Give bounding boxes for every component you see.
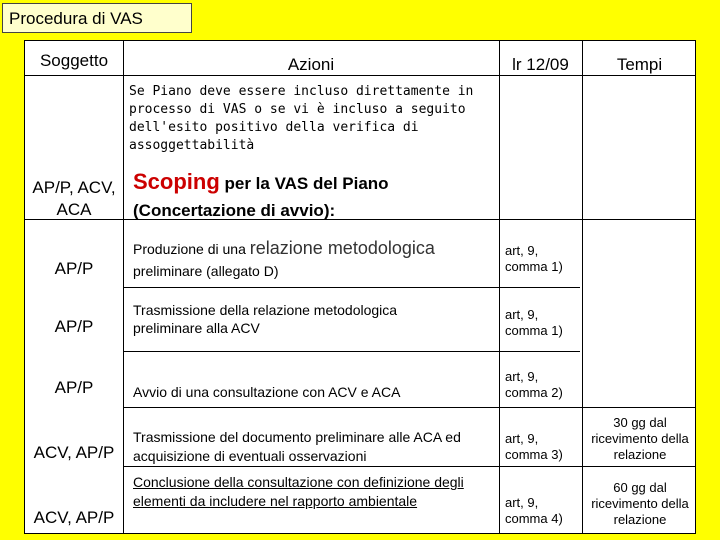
page-title: Procedura di VAS (2, 3, 192, 33)
row2-azione: Trasmissione della relazione metodologica preliminare alla ACV (133, 302, 398, 336)
row1-lr: art, 9, comma 1) (505, 243, 563, 274)
header-lr: lr 12/09 (512, 55, 569, 74)
scoping-line2: (Concertazione di avvio): (133, 201, 336, 220)
row4-soggetto: ACV, AP/P (33, 443, 115, 462)
header-azioni: Azioni (287, 55, 335, 74)
row5-azione (133, 473, 485, 511)
row-divider (123, 407, 695, 408)
col-divider (582, 41, 583, 533)
row3-lr: art, 9, comma 2) (505, 369, 563, 400)
header-tempi: Tempi (616, 55, 663, 74)
row4-lr: art, 9, comma 3) (505, 431, 563, 462)
row2-soggetto: AP/P (54, 317, 94, 336)
header-divider (25, 75, 695, 76)
row5-soggetto: ACV, AP/P (33, 508, 115, 527)
row-divider (123, 466, 695, 467)
row5-tempi: 60 gg dal ricevimento della relazione (591, 480, 689, 527)
row2-lr: art, 9, comma 1) (505, 307, 563, 338)
row-divider (123, 287, 580, 288)
row5-azione-text: Conclusione della consultazione con definizione degli elementi da includere nel rapporto ambientale (133, 474, 464, 509)
row-divider (123, 351, 580, 352)
row1-azione (133, 237, 495, 282)
row-divider (25, 219, 695, 220)
intro-text: Se Piano deve essere incluso direttamente in processo di VAS o se vi è incluso a seguito dell'esito positivo della verifica di assoggettabilità (129, 84, 474, 153)
scoping-soggetto: AP/P, ACV, ACA (32, 178, 116, 219)
row3-soggetto: AP/P (54, 378, 94, 397)
row4-azione: Trasmissione del documento preliminare alle ACA ed acquisizione di eventuali osservazioni (133, 429, 461, 464)
row1-soggetto: AP/P (54, 259, 94, 278)
row5-lr: art, 9, comma 4) (505, 495, 563, 526)
vas-procedure-table (24, 40, 696, 534)
row1-azione-pre: Produzione di una (133, 241, 250, 257)
header-soggetto: Soggetto (39, 51, 109, 70)
row1-azione-big: relazione metodologica (249, 238, 435, 258)
row3-azione: Avvio di una consultazione con ACV e ACA (133, 384, 401, 400)
scoping-rest: per la VAS del Piano (219, 174, 389, 193)
row4-tempi: 30 gg dal ricevimento della relazione (591, 415, 689, 462)
scoping-word: Scoping (133, 169, 220, 194)
scoping-title (133, 169, 493, 225)
row1-azione-post: preliminare (allegato D) (133, 263, 279, 279)
